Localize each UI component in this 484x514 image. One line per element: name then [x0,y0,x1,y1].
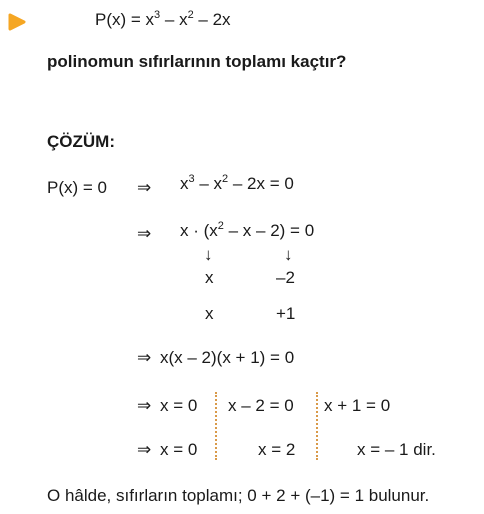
down-arrow-icon: ↓ [284,245,293,264]
implies-arrow-icon: ⇒ [137,224,152,243]
factor-cell: x [205,304,214,323]
problem-equation: $P(x) = x^3 - x^2 - 2x$ [95,9,231,29]
root-cell: x = – 1 dir. [357,440,436,459]
root-cell: x = 0 [160,440,198,459]
down-arrow-icon: ↓ [204,245,213,264]
implies-arrow-icon: ⇒ [137,348,152,367]
column-divider [316,392,318,460]
implies-arrow-icon: ⇒ [137,396,152,415]
equation-cell: x = 0 [160,396,198,415]
factor-cell: +1 [276,304,296,323]
implies-arrow-icon: ⇒ [137,440,152,459]
play-bullet-icon [6,12,28,32]
equation-line-2: $x \cdot (x^2 - x - 2) = 0$ [180,220,315,240]
implies-arrow-icon: ⇒ [137,178,152,197]
factor-cell: x [205,268,214,287]
root-cell: x = 2 [258,440,296,459]
equation-cell: x – 2 = 0 [228,396,294,415]
equation-cell: x + 1 = 0 [324,396,391,415]
solution-heading: ÇÖZÜM: [47,132,115,151]
problem-question: polinomun sıfırlarının toplamı kaçtır? [47,52,347,71]
column-divider [215,392,217,460]
equation-line-1-left: P(x) = 0 [47,178,107,197]
factored-equation: x(x – 2)(x + 1) = 0 [160,348,295,367]
factor-cell: –2 [276,268,295,287]
conclusion-text: O hâlde, sıfırların toplamı; 0 + 2 + (–1) = 1 bulunur. [47,486,430,505]
equation-line-1-right: $x^3 - x^2 - 2x = 0$ [180,173,294,193]
